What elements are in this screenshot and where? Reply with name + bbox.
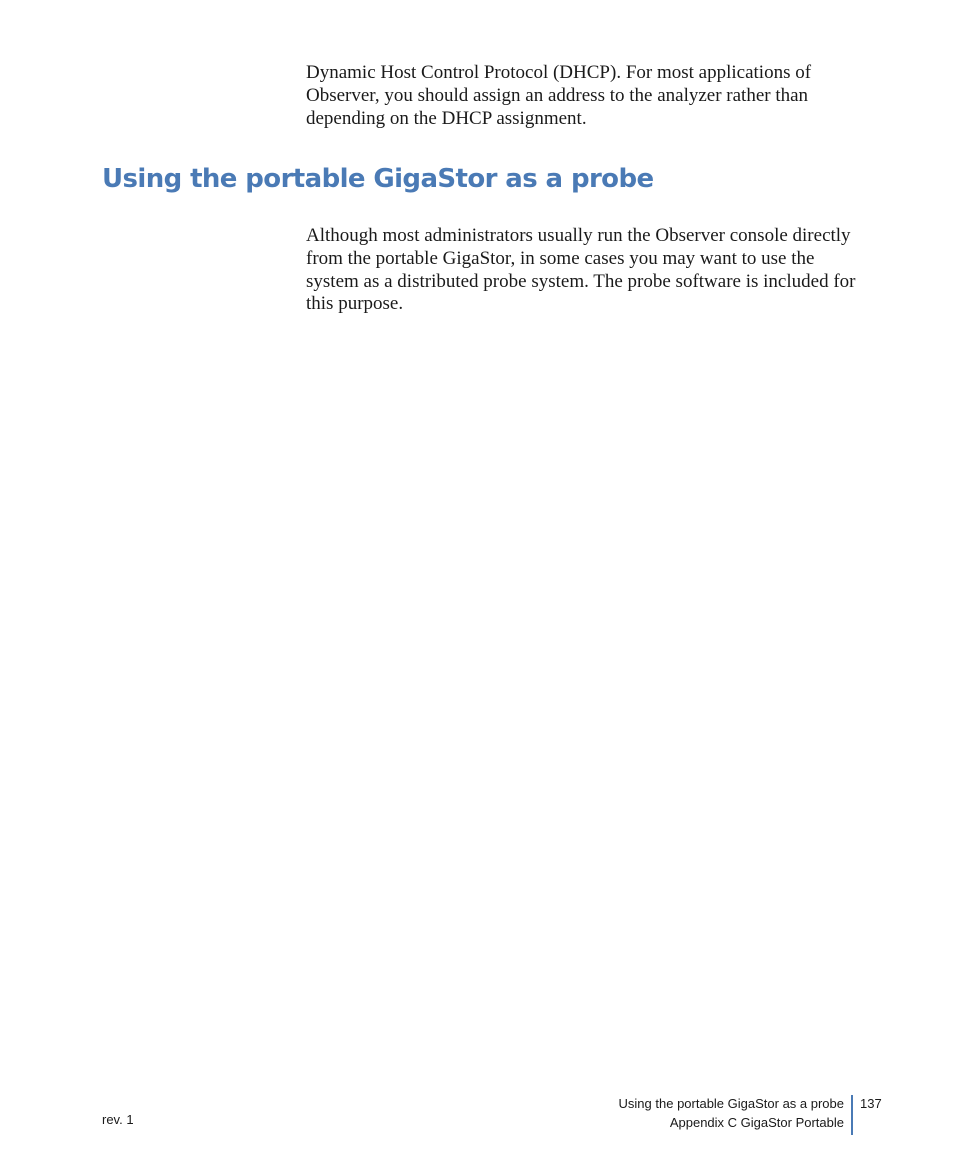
- footer-revision: rev. 1: [102, 1112, 134, 1127]
- intro-paragraph: Dynamic Host Control Protocol (DHCP). For most applications of Observer, you should assign an address to the analyzer rather than depending on the DHCP assignment.: [306, 62, 812, 129]
- section-paragraph: Although most administrators usually run the Observer console directly from the portable GigaStor, in some cases you may want to use the system as a distributed probe system. The probe software is included for this purpose.: [306, 225, 856, 315]
- footer-section-title: Using the portable GigaStor as a probe: [618, 1096, 844, 1111]
- footer-running-title: [619, 1094, 844, 1132]
- footer-divider-rule: [851, 1095, 853, 1135]
- footer-chapter-title: Appendix C GigaStor Portable: [669, 1115, 844, 1130]
- footer-page-number: 137: [860, 1096, 882, 1111]
- section-heading: Using the portable GigaStor as a probe: [102, 164, 654, 194]
